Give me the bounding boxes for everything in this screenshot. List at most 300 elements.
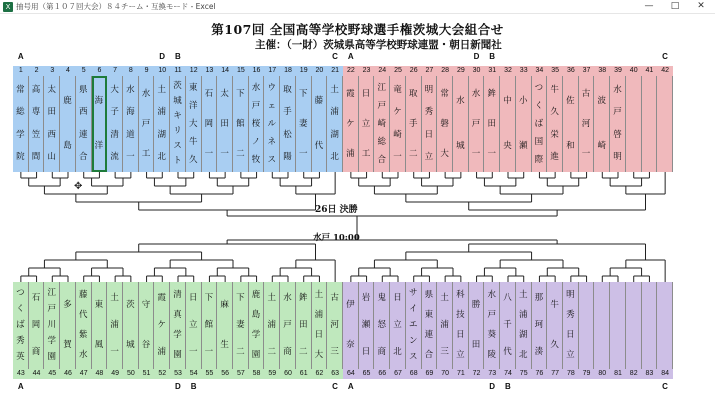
- spreadsheet-area[interactable]: [0, 14, 715, 419]
- school-char: 戸: [487, 309, 497, 320]
- draw-number[interactable]: 44: [32, 370, 41, 377]
- draw-number[interactable]: 16: [252, 67, 261, 74]
- school-char: ネ: [267, 136, 277, 147]
- school-char: ル: [267, 118, 277, 129]
- school-char: 浦: [330, 107, 339, 118]
- school-char: ェ: [267, 100, 277, 111]
- draw-number[interactable]: 84: [661, 370, 670, 377]
- draw-number[interactable]: 77: [551, 370, 560, 377]
- school-char: 栄: [550, 129, 559, 140]
- school-char: 和: [566, 141, 575, 151]
- draw-number[interactable]: 27: [425, 67, 434, 74]
- school-char: 田: [220, 118, 229, 129]
- school-char: 土: [330, 84, 339, 95]
- school-char: 洋: [94, 141, 104, 151]
- school-char: 多: [63, 299, 72, 310]
- school-char: 山: [47, 152, 57, 163]
- school-char: ン: [408, 336, 418, 347]
- school-char: 北: [157, 152, 167, 163]
- school-char: 風: [94, 340, 104, 351]
- school-char: 久: [188, 154, 198, 165]
- draw-number[interactable]: 39: [614, 67, 622, 74]
- zone-label: C: [662, 382, 668, 391]
- draw-number[interactable]: 67: [394, 370, 402, 377]
- draw-number[interactable]: 71: [456, 370, 465, 377]
- school-char: イ: [408, 303, 418, 314]
- school-char: 商: [377, 347, 387, 357]
- draw-number[interactable]: 82: [629, 370, 638, 377]
- draw-number[interactable]: 53: [174, 370, 182, 377]
- school-char: 古: [581, 88, 591, 99]
- school-char: 岡: [31, 320, 41, 330]
- school-char: 戸: [251, 100, 261, 111]
- draw-number[interactable]: 29: [456, 67, 465, 74]
- school-char: 科: [456, 289, 465, 300]
- school-char: 水: [251, 82, 261, 93]
- school-char: 大: [440, 148, 449, 159]
- school-char: 大: [110, 84, 119, 95]
- draw-number[interactable]: 11: [174, 67, 182, 74]
- school-char: 笠: [31, 129, 41, 140]
- school-char: 東: [94, 299, 104, 310]
- school-char: 常: [16, 84, 25, 95]
- draw-number[interactable]: 78: [566, 370, 575, 377]
- school-char: 桜: [251, 118, 261, 129]
- school-char: 館: [204, 320, 214, 330]
- school-char: 連: [78, 129, 88, 140]
- school-char: 東: [424, 309, 434, 320]
- school-char: 県: [78, 84, 88, 95]
- school-char: 立: [566, 350, 575, 361]
- title-bar: [0, 0, 715, 14]
- school-char: 英: [16, 352, 25, 363]
- draw-number[interactable]: 2: [34, 67, 39, 74]
- school-char: 秀: [566, 309, 575, 320]
- school-char: 学: [251, 330, 261, 341]
- draw-number[interactable]: 21: [331, 67, 340, 74]
- draw-number[interactable]: 3: [50, 67, 55, 74]
- school-char: 下: [236, 88, 245, 99]
- school-char: 田: [471, 340, 481, 351]
- zone-label: B: [505, 382, 511, 391]
- school-char: 二: [236, 347, 245, 357]
- school-char: エ: [408, 319, 418, 330]
- school-char: 崎: [377, 118, 387, 129]
- school-char: 工: [141, 148, 151, 159]
- school-char: 一: [126, 152, 135, 163]
- school-char: 水: [471, 88, 481, 99]
- school-char: つ: [16, 287, 25, 298]
- zone-label: C: [332, 382, 338, 391]
- draw-number[interactable]: 38: [598, 67, 607, 74]
- school-char: 園: [47, 352, 57, 363]
- school-char: 合: [424, 350, 434, 361]
- zone-label: D: [489, 382, 496, 391]
- school-char: 二: [408, 148, 418, 159]
- final-label: 26日 決勝: [315, 205, 358, 215]
- draw-number[interactable]: 55: [205, 370, 214, 377]
- school-char: 秀: [424, 107, 434, 118]
- school-char: 日: [566, 330, 575, 341]
- school-char: 下: [236, 293, 245, 303]
- zone-label: D: [159, 52, 166, 61]
- tournament-bracket-lines: [0, 14, 715, 419]
- school-char: つ: [534, 82, 544, 93]
- school-char: 鹿: [63, 96, 72, 106]
- draw-number[interactable]: 22: [346, 67, 355, 74]
- draw-number[interactable]: 58: [252, 370, 261, 377]
- draw-number[interactable]: 79: [582, 370, 591, 377]
- zone-label: A: [347, 52, 354, 61]
- school-char: 明: [424, 84, 434, 95]
- zone-label: D: [175, 382, 181, 391]
- school-char: 総: [377, 136, 387, 147]
- school-char: 牧: [251, 154, 261, 165]
- school-char: 日: [188, 293, 198, 303]
- draw-number[interactable]: 52: [158, 370, 167, 377]
- school-char: 海: [126, 107, 135, 118]
- draw-number[interactable]: 37: [582, 67, 591, 74]
- school-char: 学: [47, 336, 57, 347]
- school-char: 珂: [534, 320, 544, 330]
- school-char: 紫: [78, 330, 88, 341]
- draw-number[interactable]: 23: [362, 67, 371, 74]
- draw-number[interactable]: 59: [268, 370, 277, 377]
- school-char: 水: [141, 88, 151, 99]
- school-char: 小: [518, 96, 528, 106]
- school-char: 磐: [440, 118, 449, 129]
- draw-number[interactable]: 4: [66, 67, 70, 74]
- school-char: 一: [220, 148, 229, 159]
- school-char: 工: [361, 148, 371, 159]
- school-char: 浦: [314, 309, 324, 320]
- draw-number[interactable]: 25: [394, 67, 402, 74]
- draw-number[interactable]: 24: [378, 67, 387, 74]
- school-char: 一: [487, 148, 497, 159]
- school-char: 土: [267, 293, 277, 303]
- draw-number[interactable]: 35: [551, 67, 560, 74]
- draw-number[interactable]: 60: [284, 370, 292, 377]
- zone-label: C: [332, 52, 338, 61]
- school-char: 央: [503, 141, 512, 151]
- school-char: 北: [393, 347, 402, 357]
- school-char: 石: [31, 293, 41, 303]
- draw-number[interactable]: 65: [362, 370, 371, 377]
- draw-number[interactable]: 57: [236, 370, 245, 377]
- zone-label: B: [489, 52, 496, 61]
- school-char: ス: [267, 154, 277, 165]
- school-char: 一: [581, 148, 591, 159]
- maximize-button[interactable]: □: [670, 1, 680, 11]
- school-char: 田: [298, 320, 308, 330]
- draw-number[interactable]: 14: [221, 67, 230, 74]
- draw-number[interactable]: 17: [268, 67, 277, 74]
- school-char: 城: [456, 141, 465, 151]
- school-char: 崎: [393, 129, 402, 140]
- school-char: 際: [534, 154, 544, 165]
- draw-number[interactable]: 45: [48, 370, 57, 377]
- school-char: 霞: [346, 88, 355, 99]
- school-char: 進: [550, 152, 559, 163]
- school-char: ケ: [157, 320, 167, 330]
- draw-number[interactable]: 83: [645, 370, 654, 377]
- draw-number[interactable]: 12: [189, 67, 198, 74]
- school-char: 八: [503, 293, 512, 303]
- school-char: 高: [31, 84, 41, 95]
- school-char: ス: [408, 352, 418, 363]
- school-char: 陵: [487, 350, 497, 361]
- school-char: 戸: [377, 100, 387, 111]
- school-char: 北: [518, 350, 528, 361]
- school-char: 伊: [346, 299, 355, 310]
- draw-number[interactable]: 75: [519, 370, 528, 377]
- school-char: 土: [314, 289, 324, 300]
- school-char: 河: [330, 320, 339, 330]
- school-char: 北: [330, 152, 339, 163]
- school-char: 道: [126, 129, 135, 140]
- school-char: 清: [110, 129, 119, 140]
- draw-number[interactable]: 76: [535, 370, 544, 377]
- school-char: 合: [377, 154, 387, 165]
- school-char: 立: [361, 118, 371, 129]
- draw-number[interactable]: 20: [315, 67, 324, 74]
- mouse-cursor-icon: ✥: [74, 181, 83, 192]
- school-char: 手: [408, 118, 418, 129]
- school-char: 戸: [471, 118, 481, 129]
- draw-number[interactable]: 18: [284, 67, 292, 74]
- school-char: 水: [126, 84, 135, 95]
- school-char: 守: [141, 299, 151, 310]
- school-char: 太: [220, 88, 229, 99]
- school-char: 牛: [188, 136, 198, 147]
- draw-number[interactable]: 81: [614, 370, 622, 377]
- school-char: 立: [456, 350, 465, 361]
- school-char: 湖: [157, 129, 167, 140]
- draw-number[interactable]: 61: [299, 370, 308, 377]
- school-char: 土: [110, 293, 119, 303]
- school-char: 浦: [346, 148, 355, 159]
- draw-number[interactable]: 63: [331, 370, 340, 377]
- school-char: 霞: [157, 293, 167, 303]
- school-char: 清: [173, 289, 182, 300]
- school-char: 久: [550, 340, 559, 351]
- school-char: 館: [236, 118, 245, 129]
- draw-number[interactable]: 62: [315, 370, 324, 377]
- school-char: 代: [314, 141, 324, 151]
- school-char: 日: [361, 347, 371, 357]
- school-char: 瀬: [361, 320, 371, 330]
- school-char: 古: [330, 293, 339, 303]
- school-char: 賀: [63, 340, 72, 351]
- minimize-button[interactable]: —: [644, 1, 654, 11]
- draw-number[interactable]: 80: [598, 370, 607, 377]
- draw-number[interactable]: 48: [95, 370, 104, 377]
- school-char: 城: [126, 340, 135, 351]
- draw-number[interactable]: 73: [488, 370, 497, 377]
- school-char: 専: [31, 107, 41, 118]
- school-char: く: [16, 303, 25, 314]
- school-char: 鉾: [487, 88, 497, 99]
- draw-number[interactable]: 69: [425, 370, 434, 377]
- draw-number[interactable]: 50: [126, 370, 135, 377]
- school-char: ト: [173, 156, 182, 166]
- school-char: 生: [220, 340, 229, 351]
- draw-number[interactable]: 42: [661, 67, 670, 74]
- draw-number[interactable]: 33: [519, 67, 528, 74]
- draw-number[interactable]: 47: [79, 370, 88, 377]
- school-char: 松: [283, 129, 292, 140]
- draw-number[interactable]: 32: [504, 67, 512, 74]
- school-char: 学: [173, 330, 182, 341]
- school-char: 田: [47, 107, 57, 118]
- draw-number[interactable]: 49: [111, 370, 120, 377]
- school-char: 藤: [78, 289, 88, 300]
- school-char: 一: [188, 347, 198, 357]
- school-char: 戸: [47, 303, 57, 314]
- school-char: ケ: [393, 107, 402, 118]
- school-char: 牛: [550, 84, 559, 95]
- draw-number[interactable]: 34: [535, 67, 544, 74]
- school-char: 西: [78, 107, 88, 118]
- school-char: 島: [63, 141, 72, 151]
- school-char: 戸: [141, 118, 151, 129]
- school-char: 取: [283, 84, 292, 95]
- school-char: 二: [267, 347, 277, 357]
- school-char: 妻: [236, 320, 245, 330]
- school-char: 取: [408, 88, 418, 99]
- school-char: 三: [440, 347, 449, 357]
- school-char: 浦: [110, 320, 119, 330]
- school-char: 一: [298, 148, 308, 159]
- zone-label: A: [17, 382, 24, 391]
- school-char: 下: [204, 293, 214, 303]
- school-char: 商: [283, 347, 292, 357]
- school-char: 商: [31, 347, 41, 357]
- school-char: 代: [78, 309, 88, 320]
- school-char: 怒: [377, 320, 387, 330]
- school-char: 麻: [220, 299, 229, 310]
- school-char: 海: [94, 96, 104, 106]
- draw-number[interactable]: 1: [18, 67, 23, 74]
- school-char: 浦: [267, 320, 277, 330]
- school-char: 陽: [283, 152, 292, 163]
- school-char: 日: [314, 330, 324, 341]
- draw-number[interactable]: 10: [158, 67, 167, 74]
- school-char: 一: [204, 347, 214, 357]
- school-char: 土: [157, 84, 167, 95]
- draw-number[interactable]: 15: [236, 67, 245, 74]
- draw-number[interactable]: 30: [472, 67, 481, 74]
- school-char: 湖: [518, 330, 528, 341]
- school-char: 湊: [534, 347, 544, 357]
- draw-number[interactable]: 64: [346, 370, 355, 377]
- draw-number[interactable]: 31: [488, 67, 497, 74]
- draw-number[interactable]: 36: [566, 67, 575, 74]
- draw-number[interactable]: 41: [645, 67, 654, 74]
- school-char: 岩: [361, 293, 371, 303]
- school-char: 石: [204, 88, 214, 99]
- draw-number[interactable]: 28: [441, 67, 450, 74]
- draw-number[interactable]: 54: [189, 370, 198, 377]
- draw-number[interactable]: 26: [409, 67, 418, 74]
- school-char: 佐: [566, 96, 575, 106]
- school-char: 鹿: [251, 289, 261, 300]
- school-char: ノ: [251, 136, 261, 147]
- school-char: く: [534, 100, 544, 111]
- school-char: 三: [330, 347, 339, 357]
- school-char: 葵: [487, 330, 497, 341]
- school-char: 間: [31, 152, 41, 163]
- school-char: 波: [597, 96, 607, 106]
- school-char: ウ: [267, 82, 277, 93]
- draw-number[interactable]: 19: [299, 67, 308, 74]
- draw-number[interactable]: 13: [205, 67, 214, 74]
- school-char: 水: [487, 289, 497, 300]
- school-char: 土: [518, 289, 528, 300]
- draw-number[interactable]: 46: [64, 370, 72, 377]
- school-char: 東: [188, 82, 198, 93]
- school-char: 洋: [188, 100, 198, 111]
- school-char: 立: [424, 152, 434, 163]
- school-char: 合: [78, 152, 88, 163]
- school-char: 水: [78, 350, 88, 361]
- draw-number[interactable]: 72: [472, 370, 481, 377]
- draw-number[interactable]: 56: [221, 370, 230, 377]
- school-char: 鉾: [298, 293, 308, 303]
- school-char: 戸: [613, 107, 622, 118]
- school-char: 那: [534, 293, 544, 303]
- school-char: 浦: [518, 309, 528, 320]
- close-button[interactable]: ✕: [697, 1, 705, 11]
- draw-number[interactable]: 6: [97, 67, 102, 74]
- bracket-title: 第107回 全国高等学校野球選手権茨城大会組合せ: [211, 22, 504, 37]
- school-char: 真: [173, 309, 182, 320]
- school-char: リ: [173, 126, 182, 136]
- draw-number[interactable]: 40: [629, 67, 638, 74]
- draw-number[interactable]: 51: [142, 370, 151, 377]
- school-char: 明: [566, 289, 575, 300]
- draw-number[interactable]: 66: [378, 370, 387, 377]
- draw-number[interactable]: 8: [128, 67, 133, 74]
- school-char: 国: [534, 136, 544, 147]
- draw-number[interactable]: 7: [113, 67, 118, 74]
- school-char: 日: [361, 88, 371, 99]
- school-char: 園: [251, 350, 261, 361]
- zone-label: D: [473, 52, 480, 61]
- school-char: 浦: [440, 320, 449, 330]
- draw-number[interactable]: 43: [16, 370, 25, 377]
- school-char: 下: [298, 88, 308, 99]
- school-char: ス: [173, 141, 182, 151]
- school-char: 啓: [613, 129, 622, 140]
- school-char: 竜: [393, 84, 402, 95]
- draw-number[interactable]: 74: [504, 370, 512, 377]
- school-char: 大: [314, 350, 324, 361]
- draw-number[interactable]: 68: [409, 370, 418, 377]
- school-char: 浦: [157, 107, 167, 118]
- school-char: 一: [471, 148, 481, 159]
- draw-number[interactable]: 5: [81, 67, 86, 74]
- school-char: 一: [110, 347, 119, 357]
- draw-number[interactable]: 9: [144, 67, 149, 74]
- school-char: 千: [503, 320, 512, 330]
- zone-label: B: [175, 52, 181, 61]
- school-char: 勝: [471, 299, 481, 310]
- draw-number[interactable]: 70: [441, 370, 450, 377]
- school-char: 子: [110, 107, 119, 118]
- school-char: 一: [204, 148, 214, 159]
- school-char: 土: [440, 293, 449, 303]
